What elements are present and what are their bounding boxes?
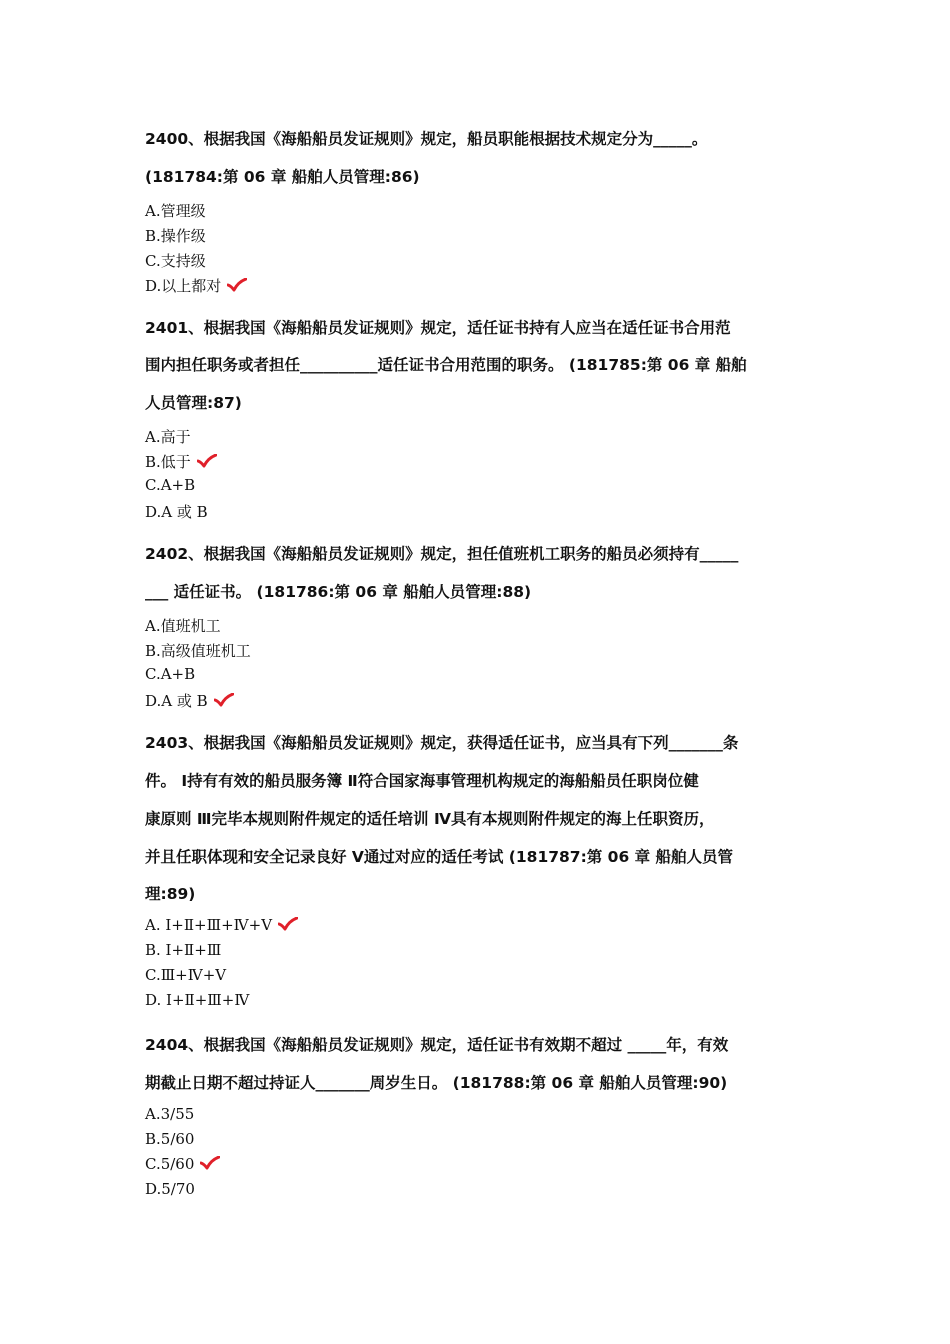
checkmark-icon [278,917,298,931]
option-b: B.低于 [145,451,217,472]
question-text-line: 件。 Ⅰ持有有效的船员服务簿 Ⅱ符合国家海事管理机构规定的海船船员任职岗位健 [145,772,699,790]
option-a: A.3/55 [145,1105,195,1123]
checkmark-icon [227,278,247,292]
option-c: C.A+B [145,665,196,683]
question-text-line: 2400、根据我国《海船船员发证规则》规定，船员职能根据技术规定分为_____。 [145,130,708,148]
question-text-line: 人员管理:87) [145,394,242,412]
option-c: C.Ⅲ+Ⅳ+Ⅴ [145,966,227,984]
option-a: A. Ⅰ+Ⅱ+Ⅲ+Ⅳ+Ⅴ [145,916,298,934]
option-a: A.高于 [145,428,191,446]
question-text-line: 2401、根据我国《海船船员发证规则》规定，适任证书持有人应当在适任证书合用范 [145,319,731,337]
question-text-line: 2403、根据我国《海船船员发证规则》规定，获得适任证书，应当具有下列_______条 [145,734,739,752]
option-b: B.高级值班机工 [145,642,251,660]
option-a: A.管理级 [145,202,206,220]
option-c: C.支持级 [145,252,206,270]
question-text-line: 康原则 Ⅲ完毕本规则附件规定的适任培训 Ⅳ具有本规则附件规定的海上任职资历， [145,810,715,828]
option-d: D.以上都对 [145,275,247,296]
question-text-line: (181784:第 06 章 船舶人员管理:86) [145,168,420,186]
option-d: D.5/70 [145,1180,195,1198]
question-text-line: 期截止日期不超过持证人_______周岁生日。 (181788:第 06 章 船舶人员管理:90) [145,1074,728,1092]
option-a: A.值班机工 [145,617,221,635]
question-text-line: 并且任职体现和安全记录良好 Ⅴ通过对应的适任考试 (181787:第 06 章 船舶人员管 [145,848,734,866]
option-d: D.A 或 B [145,503,208,521]
checkmark-icon [197,454,217,468]
question-text-line: 2404、根据我国《海船船员发证规则》规定，适任证书有效期不超过 _____年，有效 [145,1036,729,1054]
option-b: B.5/60 [145,1130,195,1148]
option-d: D.A 或 B [145,690,234,711]
option-d: D. Ⅰ+Ⅱ+Ⅲ+Ⅳ [145,991,250,1009]
option-b: B. Ⅰ+Ⅱ+Ⅲ [145,941,222,959]
checkmark-icon [200,1156,220,1170]
option-c: C.A+B [145,476,196,494]
checkmark-icon [214,693,234,707]
option-b: B.操作级 [145,227,206,245]
question-text-line: 2402、根据我国《海船船员发证规则》规定，担任值班机工职务的船员必须持有_____ [145,545,739,563]
question-text-line: 围内担任职务或者担任__________适任证书合用范围的职务。 (181785:第 06 章 船舶 [145,356,747,374]
question-text-line: ___ 适任证书。 (181786:第 06 章 船舶人员管理:88) [145,583,532,601]
option-c: C.5/60 [145,1155,220,1173]
question-text-line: 理:89) [145,885,196,903]
